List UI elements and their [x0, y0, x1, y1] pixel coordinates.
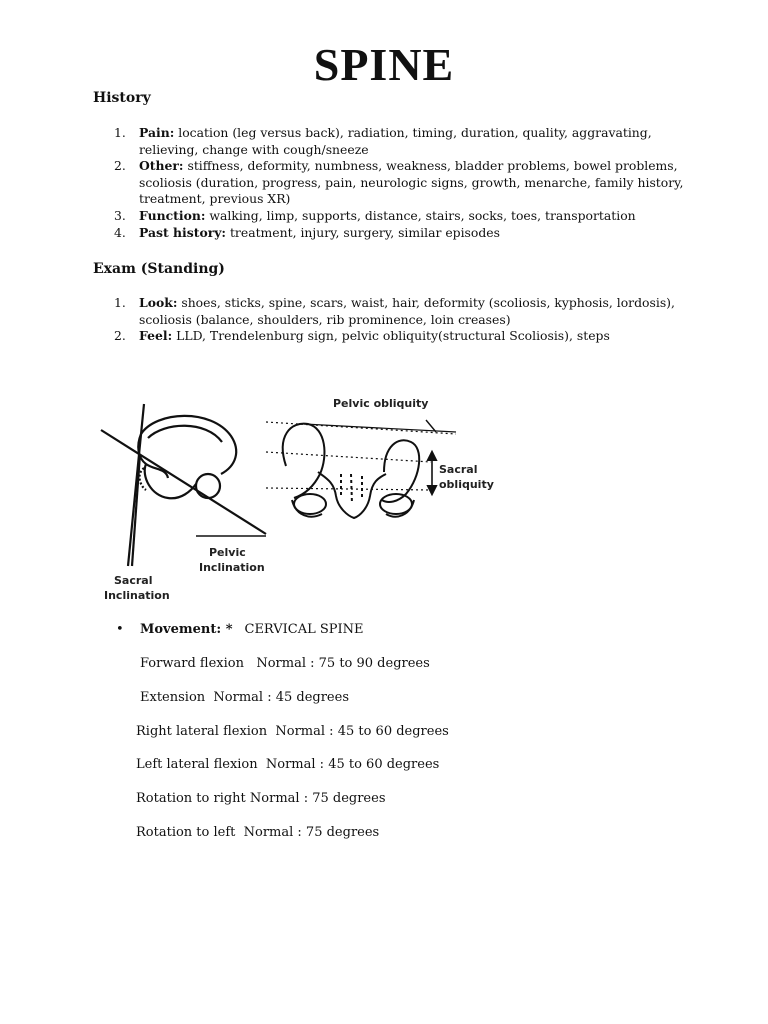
history-item — [93, 125, 693, 158]
item-label: Other: — [139, 158, 184, 174]
item-label: Feel: — [139, 328, 173, 344]
item-number: 1. — [114, 295, 126, 310]
item-text: LLD, Trendelenburg sign, pelvic obliquity(structural Scoliosis), steps — [172, 328, 610, 344]
history-item — [93, 208, 693, 225]
movement-section: CERVICAL SPINE — [244, 622, 364, 637]
item-text: stiffness, deformity, numbness, weakness, bladder problems, bowel problems, scoliosis (duration, progress, pain, neurologic signs, growth, menarche, family history, treatment, previous XR) — [139, 158, 684, 207]
item-number: 2. — [114, 328, 126, 344]
item-number: 4. — [114, 224, 126, 240]
movement-row: Left lateral flexion Normal : 45 to 60 degrees — [136, 757, 440, 772]
pelvis-diagram — [96, 386, 516, 606]
history-item — [93, 225, 693, 242]
item-text: treatment, injury, surgery, similar episodes — [226, 224, 500, 240]
bullet: • — [116, 622, 124, 637]
movement-label: Movement: — [140, 622, 222, 637]
exam-item — [93, 328, 693, 345]
pelvic-obliquity-label: Pelvic obliquity — [333, 397, 429, 410]
item-number: 3. — [114, 207, 126, 223]
exam-heading: Exam (Standing) — [93, 261, 225, 277]
pelvic-inclination-label-2: Inclination — [199, 561, 265, 574]
movement-row: Rotation to right Normal : 75 degrees — [136, 791, 386, 806]
sacral-inclination-label-1: Sacral — [114, 574, 153, 587]
pelvic-inclination-label-1: Pelvic — [209, 546, 246, 559]
item-text: shoes, sticks, spine, scars, waist, hair, deformity (scoliosis, kyphosis, lordosis), scoliosis (balance, shoulders, rib prominence, loin creases) — [139, 295, 675, 327]
item-number: 1. — [114, 125, 126, 140]
ap-pelvis-drawing — [266, 420, 456, 518]
item-label: Function: — [139, 207, 206, 223]
item-text: location (leg versus back), radiation, timing, duration, quality, aggravating, relieving, change with cough/sneeze — [139, 125, 652, 157]
item-label: Look: — [139, 295, 178, 310]
item-label: Past history: — [139, 224, 227, 240]
sacral-obliquity-label-2: obliquity — [439, 478, 494, 491]
movement-row: Right lateral flexion Normal : 45 to 60 degrees — [136, 724, 449, 739]
history-item — [93, 158, 693, 208]
movement-star: * — [221, 622, 233, 637]
page-title: SPINE — [313, 39, 455, 90]
sacral-inclination-label-2: Inclination — [104, 589, 170, 602]
item-number: 2. — [114, 158, 126, 174]
exam-item — [93, 295, 693, 328]
movement-row: Rotation to left Normal : 75 degrees — [136, 825, 380, 840]
movement-heading — [116, 622, 364, 637]
exam-list — [93, 295, 693, 345]
movement-row: Forward flexion Normal : 75 to 90 degrees — [140, 656, 430, 671]
lateral-pelvis-drawing — [101, 404, 266, 566]
history-list — [93, 125, 693, 241]
sacral-obliquity-label-1: Sacral — [439, 463, 478, 476]
item-text: walking, limp, supports, distance, stairs, socks, toes, transportation — [205, 207, 636, 223]
movement-row: Extension Normal : 45 degrees — [140, 690, 349, 705]
item-label: Pain: — [139, 125, 175, 140]
history-heading: History — [93, 90, 151, 106]
